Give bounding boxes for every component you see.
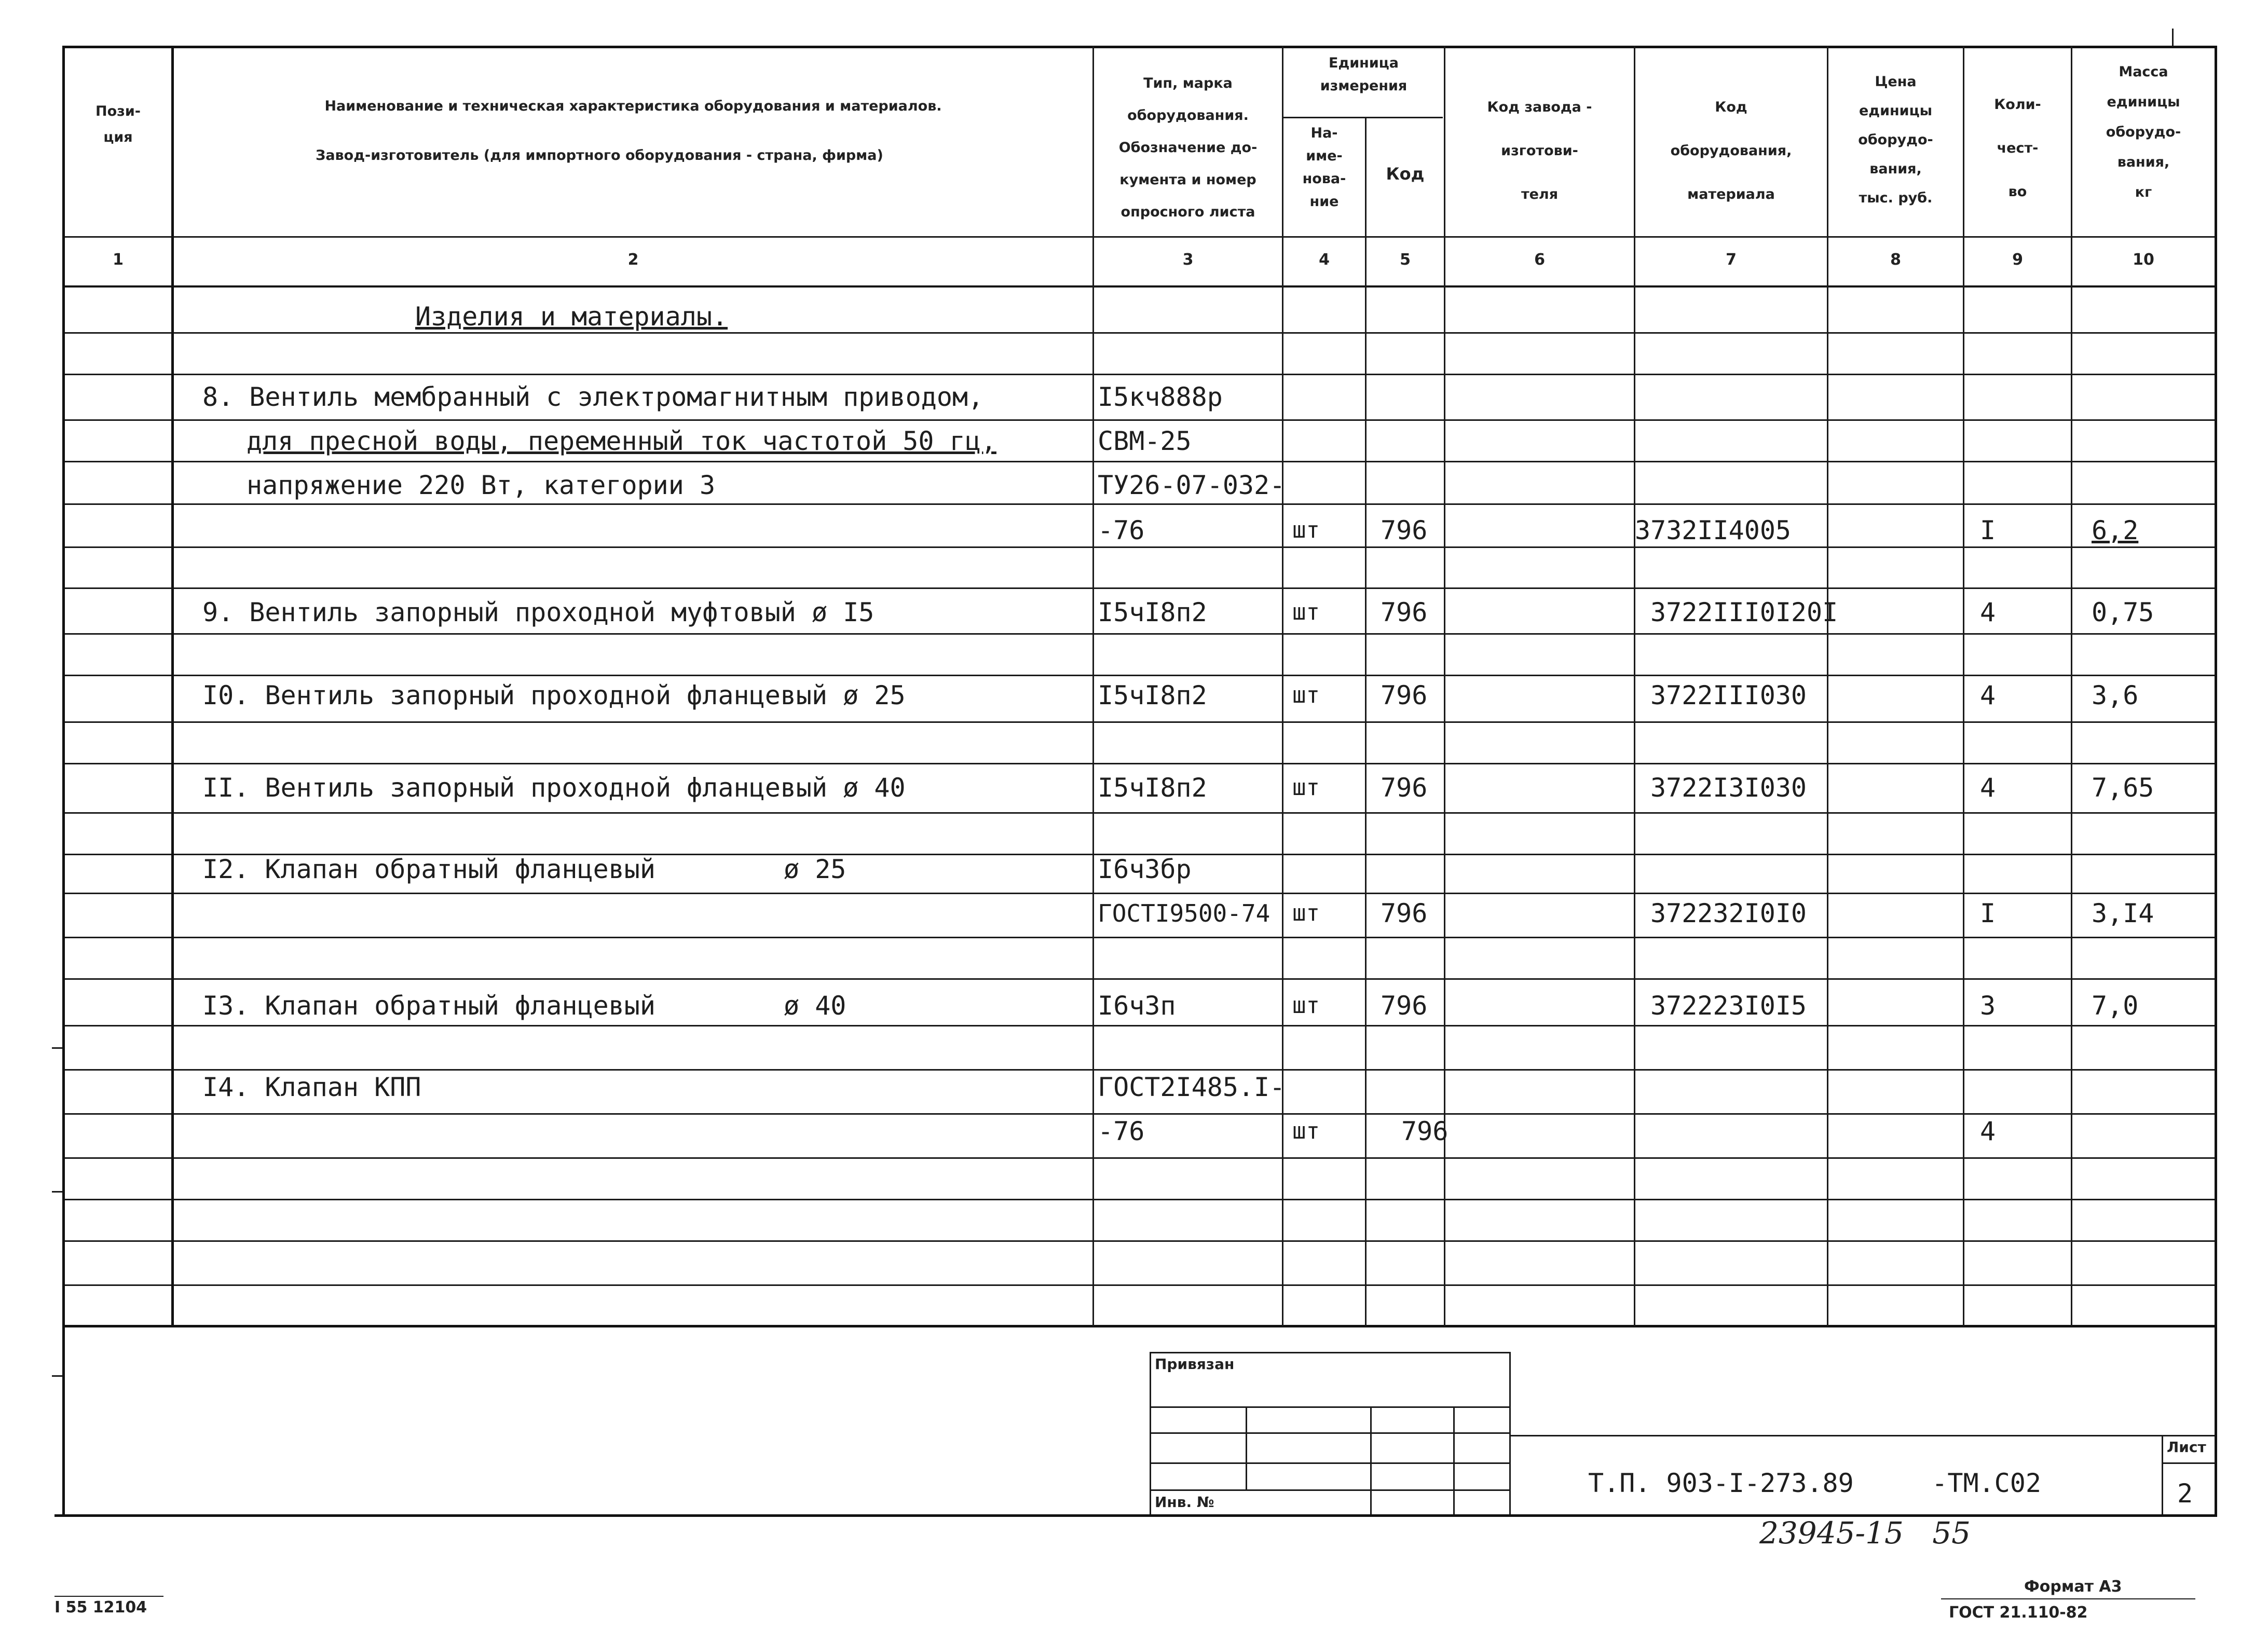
row-line — [62, 937, 2217, 938]
col-line-6 — [1634, 46, 1635, 1326]
header-position: Пози- ция — [95, 103, 141, 145]
row10-unit: шт — [1292, 682, 1320, 708]
row-line — [62, 503, 2217, 505]
row8-type-line2: СВМ-25 — [1098, 426, 1192, 456]
colnum-3: 3 — [1182, 251, 1194, 269]
row-line — [62, 587, 2217, 589]
table-right-border — [2215, 46, 2217, 1326]
row8-type-line4: -76 — [1098, 515, 1145, 545]
row14-unit-code: 796 — [1401, 1116, 1449, 1146]
header-mass: Масса единицы оборудо- вания, кг — [2106, 64, 2181, 200]
row8-unit: шт — [1292, 517, 1320, 543]
header-unit-name: На- име- нова- ние — [1302, 125, 1346, 210]
col-line-4 — [1365, 117, 1367, 1326]
row13-type: I6ч3п — [1098, 991, 1176, 1021]
row-line — [62, 721, 2217, 723]
stamp-col — [1246, 1406, 1247, 1489]
stamp-col — [1370, 1406, 1372, 1514]
row9-name: 9. Вентиль запорный проходной муфтовый ø I5 — [202, 597, 875, 627]
row14-quantity: 4 — [1980, 1116, 1996, 1146]
stamp-privyazan: Привязан — [1155, 1356, 1235, 1373]
format-label: Формат А3 — [2024, 1578, 2122, 1596]
top-tick — [2172, 29, 2174, 46]
row8-type-line1: I5кч888р — [1098, 382, 1223, 412]
margin-tick — [52, 1191, 62, 1193]
row12-quantity: I — [1980, 898, 1996, 928]
header-quantity: Коли- чест- во — [1994, 97, 2041, 200]
row8-quantity: I — [1980, 515, 1996, 545]
col-line-1 — [171, 46, 174, 1326]
row13-quantity: 3 — [1980, 991, 1996, 1021]
row-line — [62, 1069, 2217, 1071]
table-left-border — [62, 46, 65, 1326]
row-line — [62, 675, 2217, 676]
header-name-line1: Наименование и техническая характеристика оборудования и материалов. — [324, 98, 942, 114]
row8-name-line2: для пресной воды, переменный ток частотой 50 гц, — [247, 426, 996, 456]
row9-type: I5чI8п2 — [1098, 597, 1207, 627]
stamp-line — [1150, 1406, 1510, 1408]
colnum-7: 7 — [1726, 251, 1737, 269]
colnum-1: 1 — [113, 251, 124, 269]
header-price: Цена единицы оборудо- вания, тыс. руб. — [1858, 74, 1933, 206]
sheet-box-left — [2162, 1435, 2163, 1514]
row13-diameter: ø 40 — [784, 991, 846, 1021]
row14-type-line2: -76 — [1098, 1116, 1145, 1146]
stamp-top — [1150, 1352, 1510, 1353]
header-equipment-code: Код оборудования, материала — [1670, 99, 1792, 202]
row12-equipment-code: 372232I0I0 — [1650, 898, 1807, 928]
gost-label: ГОСТ 21.110-82 — [1949, 1604, 2088, 1622]
row-line — [62, 763, 2217, 764]
row-line — [62, 374, 2217, 375]
row-line — [62, 1199, 2217, 1200]
row-line — [62, 978, 2217, 980]
colnum-10: 10 — [2133, 251, 2154, 269]
row14-type-line1: ГОСТ2I485.I- — [1098, 1072, 1286, 1102]
row8-equipment-code: 3732II4005 — [1635, 515, 1792, 545]
row-line — [62, 546, 2217, 548]
document-code: Т.П. 903-I-273.89 -ТМ.С02 — [1588, 1468, 2041, 1498]
row13-unit-code: 796 — [1381, 991, 1428, 1021]
row13-name: I3. Клапан обратный фланцевый — [202, 991, 655, 1021]
row-line — [62, 332, 2217, 334]
colnum-8: 8 — [1890, 251, 1901, 269]
row-line — [62, 461, 2217, 462]
row11-name: II. Вентиль запорный проходной фланцевый ø 40 — [202, 773, 906, 803]
header-bottom-line — [62, 236, 2217, 238]
stamp-line — [1150, 1462, 1510, 1464]
stamp-inv-no: Инв. № — [1155, 1494, 1214, 1511]
row8-name-line1: 8. Вентиль мембранный с электромагнитным приводом, — [202, 382, 984, 412]
row9-equipment-code: 3722III0I20I — [1650, 597, 1838, 627]
colnum-5: 5 — [1400, 251, 1411, 269]
row12-mass: 3,I4 — [2092, 898, 2154, 928]
row11-unit-code: 796 — [1381, 773, 1428, 803]
header-factory-code: Код завода - изготови- теля — [1487, 99, 1592, 202]
col-line-2 — [1092, 46, 1094, 1326]
row11-quantity: 4 — [1980, 773, 1996, 803]
row10-quantity: 4 — [1980, 680, 1996, 710]
stamp-line — [1150, 1489, 1510, 1491]
row-line — [62, 633, 2217, 635]
row12-type-line2: ГОСТI9500-74 — [1098, 899, 1270, 927]
margin-tick — [52, 1047, 62, 1049]
table-top-border — [62, 46, 2217, 48]
stamp-left — [1150, 1352, 1151, 1514]
col-line-7 — [1827, 46, 1828, 1326]
row11-equipment-code: 3722I3I030 — [1650, 773, 1807, 803]
col-line-8 — [1963, 46, 1964, 1326]
row10-equipment-code: 3722III030 — [1650, 680, 1807, 710]
stamp-line — [1150, 1432, 1510, 1434]
row-line — [62, 1157, 2217, 1159]
handwritten-number: 23945-15 55 — [1759, 1515, 1971, 1551]
row-line — [62, 893, 2217, 894]
row12-name: I2. Клапан обратный фланцевый — [202, 854, 655, 884]
sheet-label: Лист — [2167, 1439, 2206, 1456]
row9-unit-code: 796 — [1381, 597, 1428, 627]
section-title: Изделия и материалы. — [415, 302, 728, 332]
stamp-right — [1509, 1352, 1511, 1514]
row-line — [62, 1284, 2217, 1286]
left-code: I 55 12104 — [54, 1598, 147, 1617]
header-name-line2: Завод-изготовитель (для импортного оборудования - страна, фирма) — [316, 147, 883, 163]
row9-mass: 0,75 — [2092, 597, 2154, 627]
stamp-line-right — [1510, 1435, 2215, 1436]
frame-right-lower — [2215, 1325, 2217, 1517]
colnum-2: 2 — [627, 251, 639, 269]
row13-mass: 7,0 — [2092, 991, 2139, 1021]
row10-type: I5чI8п2 — [1098, 680, 1207, 710]
row-line — [62, 812, 2217, 814]
row12-type-line1: I6ч3бр — [1098, 854, 1192, 884]
frame-left-lower — [62, 1325, 65, 1517]
col-line-9 — [2071, 46, 2072, 1326]
sheet-number: 2 — [2177, 1478, 2193, 1509]
footer-underline — [1941, 1598, 2195, 1599]
row10-unit-code: 796 — [1381, 680, 1428, 710]
row10-mass: 3,6 — [2092, 680, 2139, 710]
row8-type-line3: ТУ26-07-032- — [1098, 470, 1286, 500]
row11-unit: шт — [1292, 774, 1320, 801]
table-bottom-line — [62, 1325, 2217, 1327]
row12-diameter: ø 25 — [784, 854, 846, 884]
colnum-6: 6 — [1534, 251, 1545, 269]
header-unit-code: Код — [1386, 164, 1425, 184]
unit-header-divider — [1282, 117, 1443, 118]
row8-mass: 6,2 — [2092, 515, 2139, 545]
row11-mass: 7,65 — [2092, 773, 2154, 803]
row14-name: I4. Клапан КПП — [202, 1072, 421, 1102]
header-unit: Единица измерения — [1320, 55, 1408, 94]
row14-unit: шт — [1292, 1118, 1320, 1144]
row13-unit: шт — [1292, 992, 1320, 1019]
col-line-3 — [1282, 46, 1283, 1326]
left-code-underline — [54, 1596, 163, 1597]
row12-unit-code: 796 — [1381, 898, 1428, 928]
row12-unit: шт — [1292, 900, 1320, 926]
row-line — [62, 1240, 2217, 1242]
row9-quantity: 4 — [1980, 597, 1996, 627]
row-line — [62, 1025, 2217, 1026]
row13-equipment-code: 372223I0I5 — [1650, 991, 1807, 1021]
margin-tick — [52, 1375, 62, 1377]
row11-type: I5чI8п2 — [1098, 773, 1207, 803]
row8-unit-code: 796 — [1381, 515, 1428, 545]
row9-unit: шт — [1292, 599, 1320, 625]
sheet-box-divider — [2162, 1462, 2215, 1464]
row-line — [62, 1113, 2217, 1115]
colnum-4: 4 — [1319, 251, 1330, 269]
colnum-9: 9 — [2012, 251, 2023, 269]
header-type: Тип, марка оборудования. Обозначение до- кумента и номер опросного листа — [1118, 75, 1258, 220]
stamp-col — [1453, 1406, 1455, 1514]
row-line — [62, 419, 2217, 421]
row10-name: I0. Вентиль запорный проходной фланцевый ø 25 — [202, 680, 906, 710]
row8-name-line3: напряжение 220 Вт, категории 3 — [247, 470, 716, 500]
colnum-bottom-line — [62, 285, 2217, 287]
